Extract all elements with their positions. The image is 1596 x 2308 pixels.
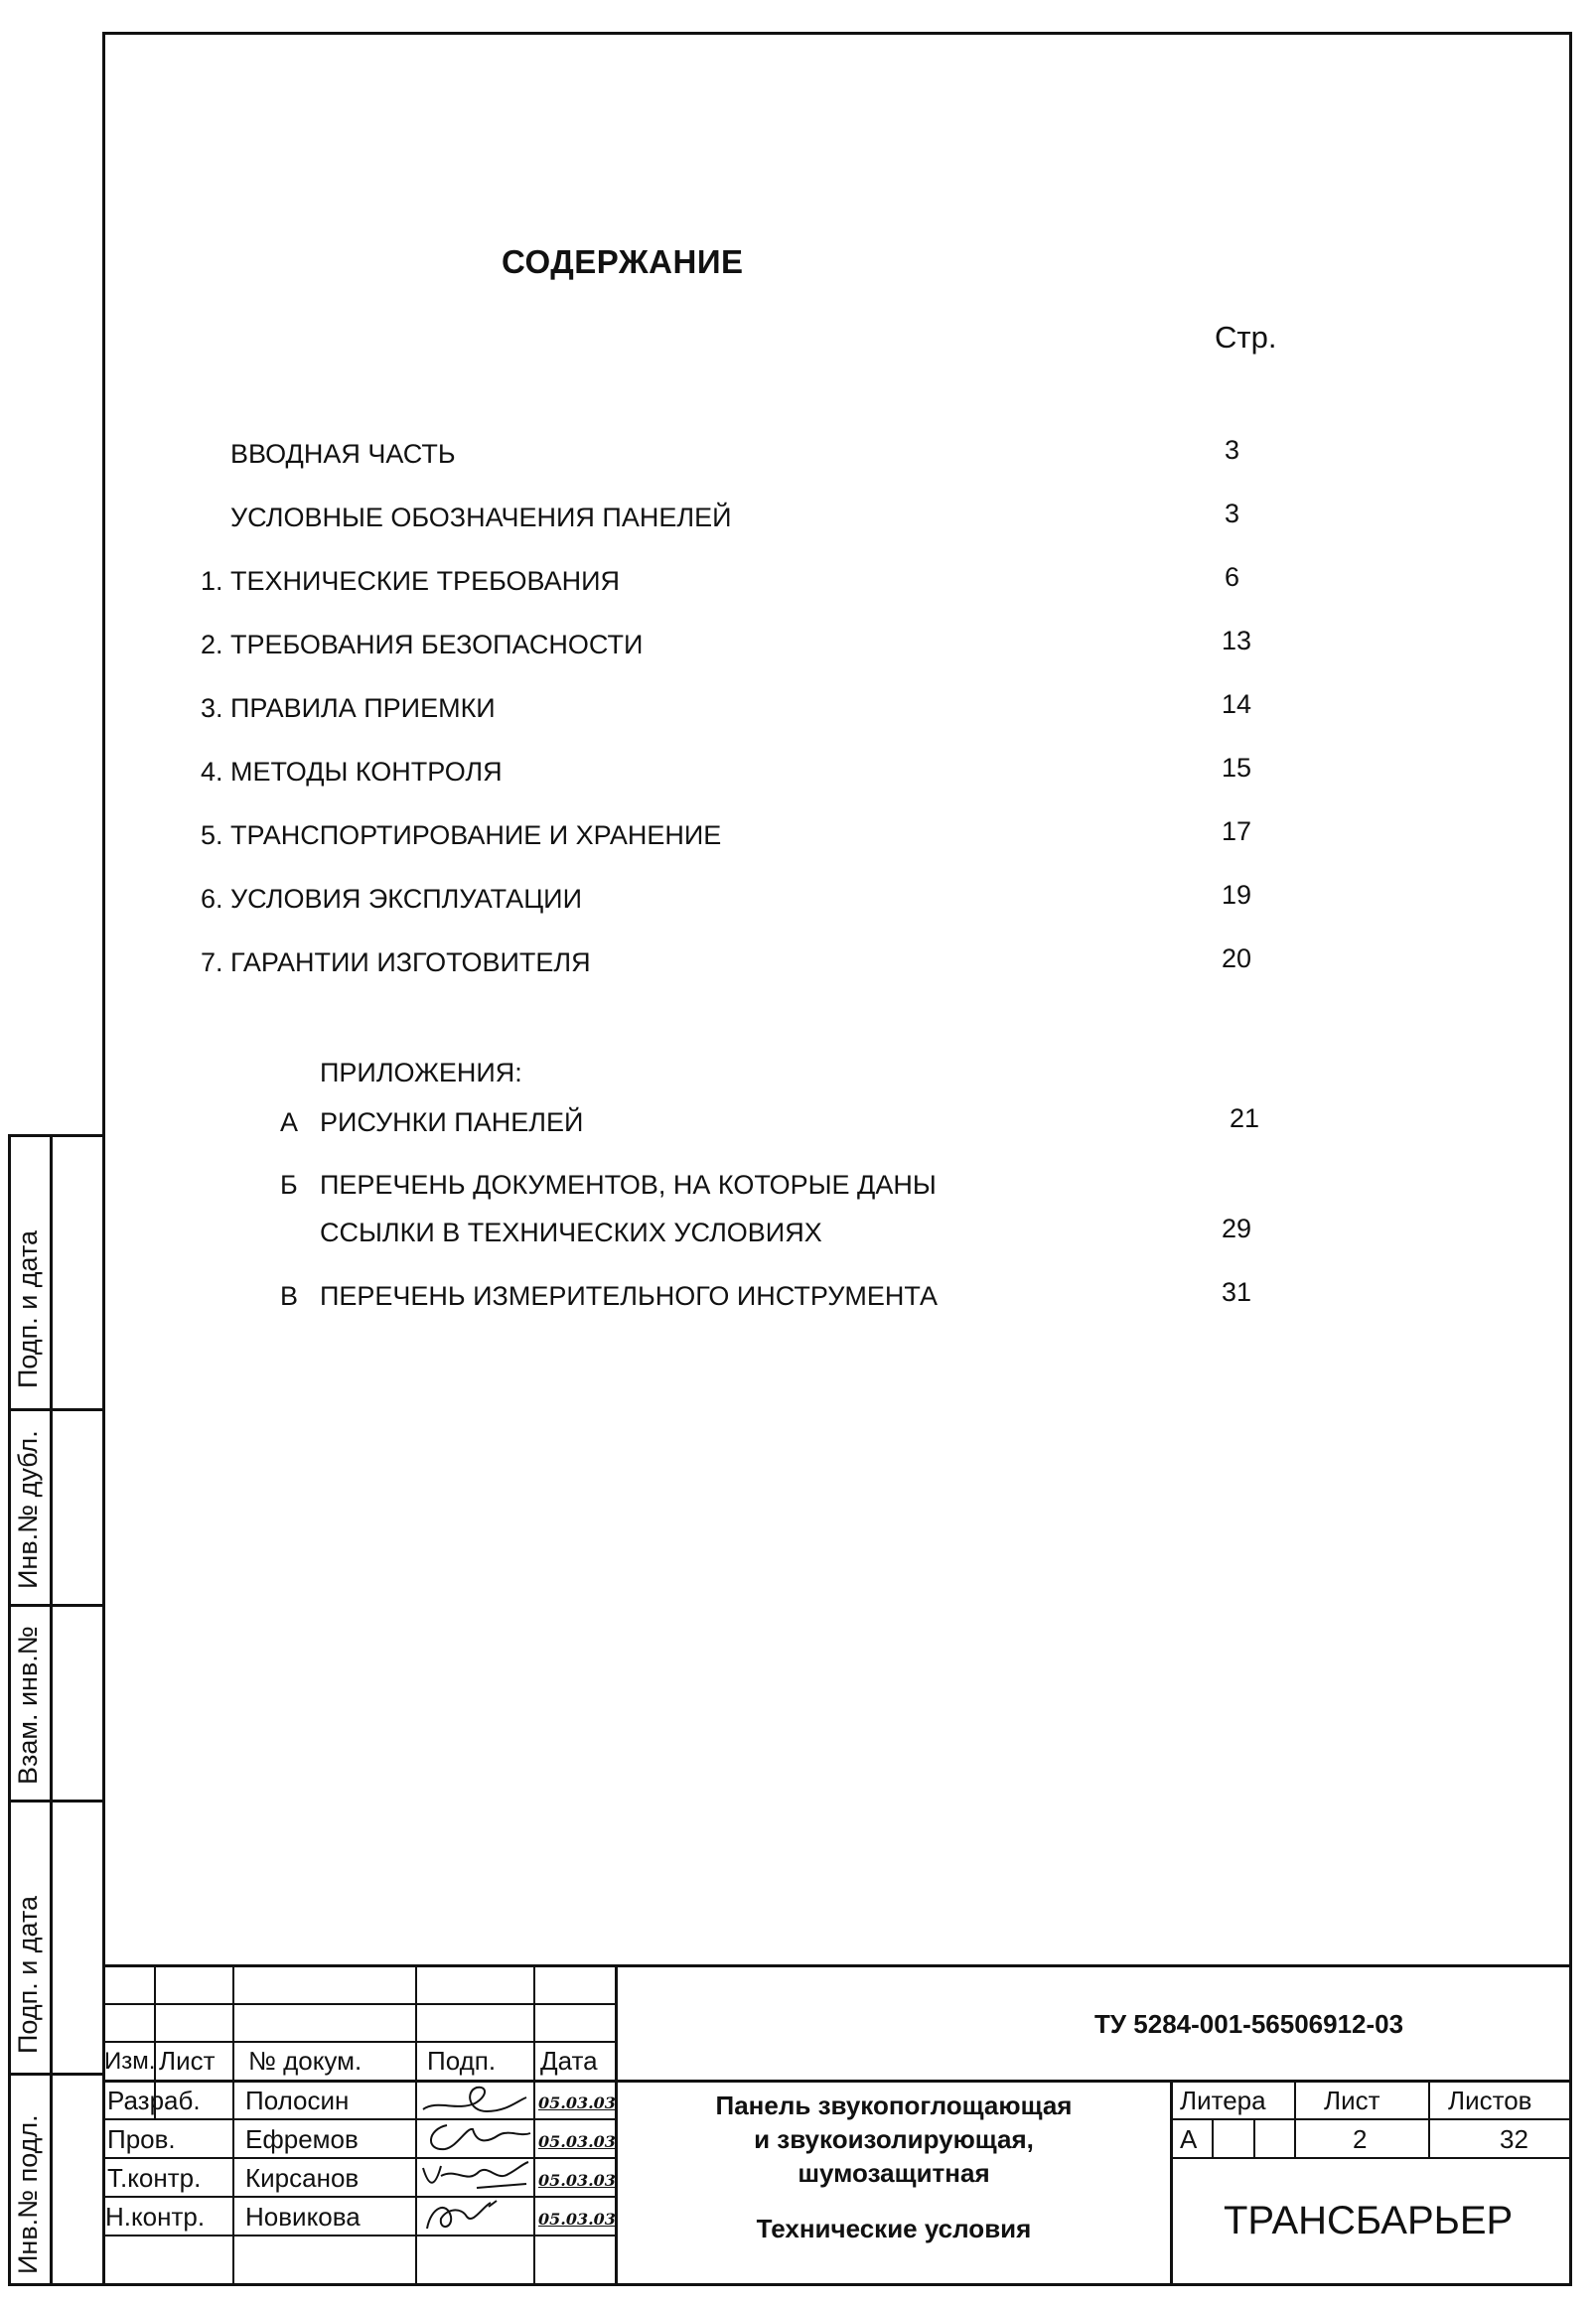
toc-item-page: 17 (1222, 816, 1252, 846)
tb-line (102, 2118, 616, 2120)
toc-item-num: 3. (201, 693, 223, 723)
role-label: Разраб. (107, 2086, 201, 2115)
sidebar-label: Подп. и дата (13, 1229, 43, 1388)
sidebar-row-line (8, 1800, 103, 1803)
header-podp: Подп. (427, 2046, 497, 2076)
toc-item-num: 2. (201, 630, 223, 659)
toc-item-num: 6. (201, 884, 223, 914)
sheet-value: 2 (1353, 2124, 1368, 2154)
header-data: Дата (540, 2046, 598, 2076)
header-izm: Изм. (104, 2048, 156, 2075)
sign-date: 05.03.03 (538, 2093, 616, 2112)
toc-item-label: ТРАНСПОРТИРОВАНИЕ И ХРАНЕНИЕ (230, 820, 722, 850)
toc-item-label: УСЛОВИЯ ЭКСПЛУАТАЦИИ (230, 884, 582, 914)
toc-title: СОДЕРЖАНИЕ (502, 243, 744, 280)
toc-item-page: 6 (1225, 562, 1240, 592)
appendix-page: 31 (1222, 1277, 1252, 1307)
tb-line (1428, 2080, 1430, 2157)
tb-line (232, 1964, 234, 2286)
product-title-line2: и звукоизолирующая, (754, 2124, 1034, 2154)
appendix-letter: В (280, 1281, 299, 1311)
role-label: Н.контр. (105, 2202, 206, 2232)
sign-date: 05.03.03 (538, 2210, 616, 2229)
organization-name: ТРАНСБАРЬЕР (1224, 2199, 1514, 2242)
toc-item-num: 1. (201, 566, 223, 596)
sidebar-row-line (8, 1604, 103, 1607)
toc-item-label: ПРАВИЛА ПРИЕМКИ (230, 693, 496, 723)
signer-name: Ефремов (245, 2124, 359, 2154)
appendix-page: 21 (1230, 1103, 1260, 1133)
doc-code: ТУ 5284-001-56506912-03 (1094, 2009, 1404, 2039)
tb-line (1294, 2080, 1296, 2157)
toc-item-num: 7. (201, 947, 223, 977)
appendix-label: РИСУНКИ ПАНЕЛЕЙ (320, 1107, 584, 1137)
toc-item-page: 19 (1222, 880, 1252, 910)
sheets-value: 32 (1500, 2124, 1528, 2154)
tb-line (102, 2041, 616, 2043)
toc-item-label: ГАРАНТИИ ИЗГОТОВИТЕЛЯ (230, 947, 591, 977)
sidebar-row-line (8, 1408, 103, 1411)
tb-line (1170, 2157, 1572, 2159)
page-frame (102, 32, 1572, 2286)
product-title-line1: Панель звукопоглощающая (715, 2091, 1073, 2120)
sidebar-label: Инв.№ дубл. (13, 1430, 43, 1589)
sign-date: 05.03.03 (538, 2132, 616, 2151)
header-list: Лист (159, 2046, 216, 2076)
signature-kirsanov (417, 2158, 532, 2196)
appendix-page: 29 (1222, 1214, 1252, 1243)
appendix-label: ПЕРЕЧЕНЬ ДОКУМЕНТОВ, НА КОТОРЫЕ ДАНЫ (320, 1170, 937, 1200)
sidebar-label: Подп. и дата (13, 1895, 43, 2054)
sign-date: 05.03.03 (538, 2171, 616, 2190)
litera-value: А (1180, 2124, 1198, 2154)
tb-line (1170, 2118, 1572, 2120)
toc-item-page: 3 (1225, 499, 1240, 528)
toc-item-page: 13 (1222, 626, 1252, 655)
appendix-letter: Б (280, 1170, 298, 1200)
signer-name: Полосин (245, 2086, 350, 2115)
toc-item-page: 14 (1222, 689, 1252, 719)
toc-item-label: ТЕХНИЧЕСКИЕ ТРЕБОВАНИЯ (230, 566, 621, 596)
signature-polosin (417, 2082, 532, 2119)
tb-line (102, 2235, 616, 2236)
appendix-letter: А (280, 1107, 299, 1137)
tb-line (102, 2196, 616, 2198)
tb-line (1253, 2118, 1255, 2157)
toc-item-page: 15 (1222, 753, 1252, 783)
sidebar-label: Взам. инв.№ (13, 1626, 43, 1785)
toc-item-label: МЕТОДЫ КОНТРОЛЯ (230, 757, 503, 787)
tb-line (102, 2003, 616, 2005)
signer-name: Кирсанов (245, 2163, 360, 2193)
signer-name: Новикова (245, 2202, 361, 2232)
tb-line (102, 1964, 1572, 1967)
appendix-heading: ПРИЛОЖЕНИЯ: (320, 1058, 522, 1087)
product-title-line3: шумозащитная (798, 2158, 990, 2188)
tb-line (1170, 2080, 1173, 2286)
tb-line (102, 2080, 1572, 2083)
toc-item-page: 3 (1225, 435, 1240, 465)
sheets-label: Листов (1448, 2086, 1532, 2115)
toc-item-label: УСЛОВНЫЕ ОБОЗНАЧЕНИЯ ПАНЕЛЕЙ (230, 503, 732, 532)
signature-efremov (417, 2119, 532, 2157)
sidebar-row-line (8, 2073, 103, 2076)
page-column-label: Стр. (1215, 320, 1277, 355)
sidebar-divider (50, 1134, 53, 2286)
sheet-label: Лист (1324, 2086, 1380, 2115)
tb-line (533, 1964, 535, 2286)
litera-label: Литера (1180, 2086, 1266, 2115)
toc-item-page: 20 (1222, 943, 1252, 973)
document-type: Технические условия (756, 2214, 1032, 2243)
toc-item-label: ТРЕБОВАНИЯ БЕЗОПАСНОСТИ (230, 630, 644, 659)
toc-item-label: ВВОДНАЯ ЧАСТЬ (230, 439, 456, 469)
role-label: Т.контр. (107, 2163, 202, 2193)
tb-line (102, 2157, 616, 2159)
toc-item-num: 5. (201, 820, 223, 850)
header-doc: № докум. (248, 2046, 363, 2076)
appendix-label: ПЕРЕЧЕНЬ ИЗМЕРИТЕЛЬНОГО ИНСТРУМЕНТА (320, 1281, 939, 1311)
sidebar-label: Инв.№ подл. (13, 2114, 43, 2274)
role-label: Пров. (107, 2124, 176, 2154)
tb-line (1212, 2118, 1214, 2157)
signature-novikova (417, 2197, 532, 2235)
appendix-label-line2: ССЫЛКИ В ТЕХНИЧЕСКИХ УСЛОВИЯХ (320, 1218, 822, 1247)
toc-item-num: 4. (201, 757, 223, 787)
